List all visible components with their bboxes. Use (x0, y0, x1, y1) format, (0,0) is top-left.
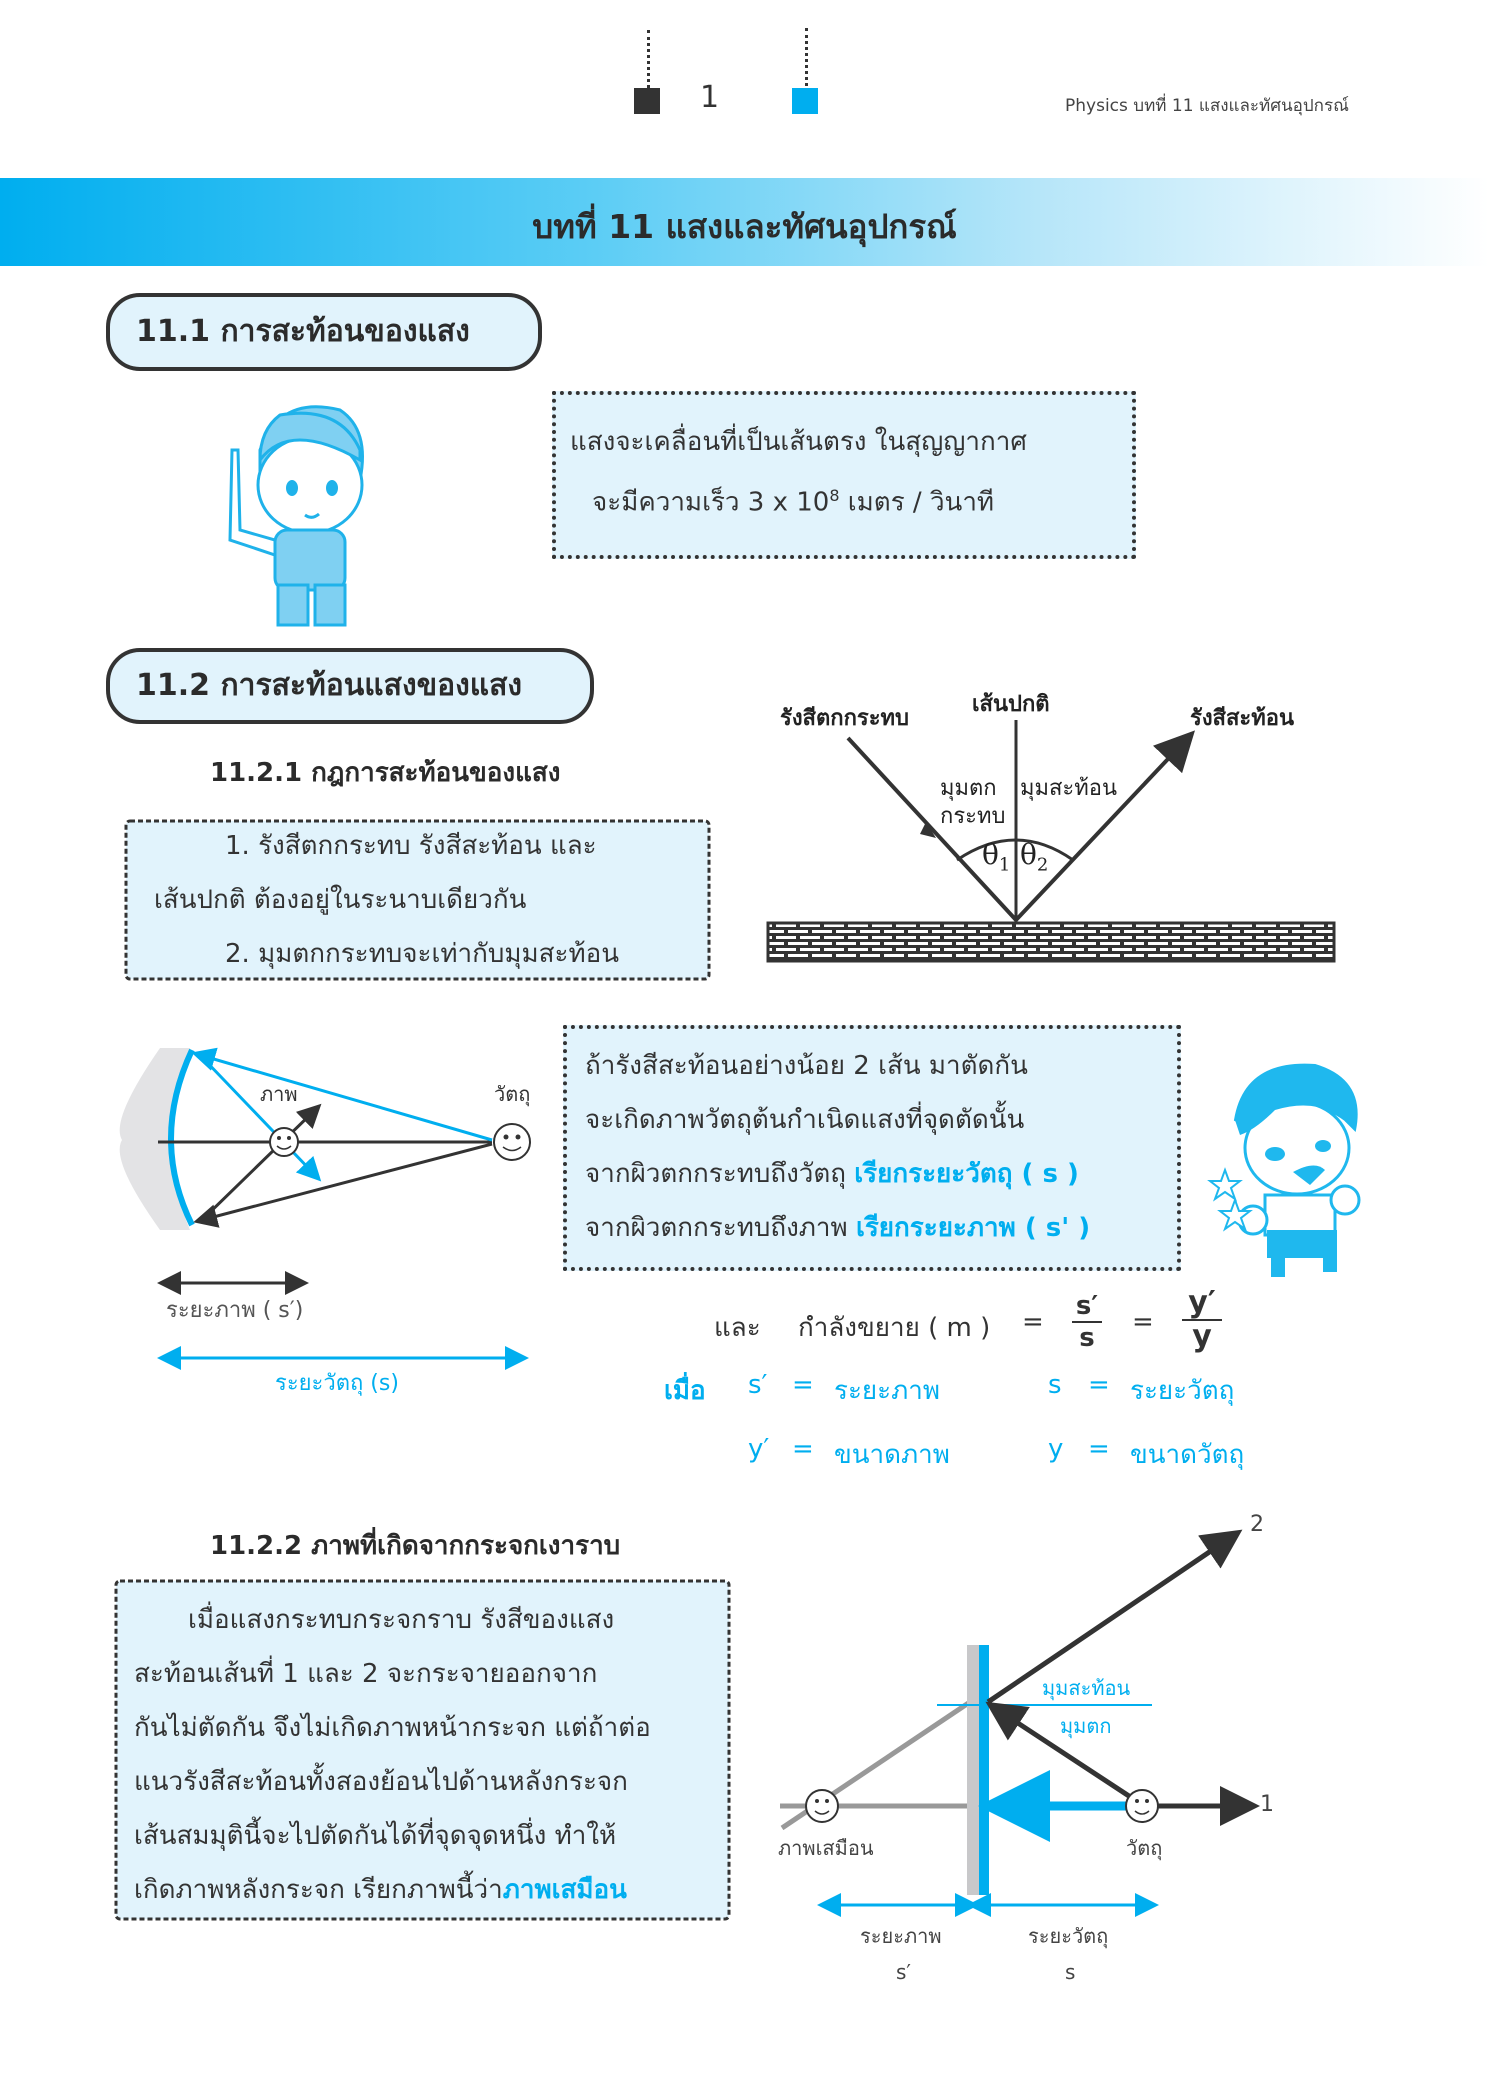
def-meaning-image-distance: ระยะภาพ (834, 1376, 941, 1406)
chapter-banner (0, 178, 1489, 266)
page-number: 1 (700, 80, 720, 115)
incidence-angle-label-1: มุมตก (940, 776, 997, 801)
incidence-angle-label-3: มุมตก (1060, 1714, 1112, 1738)
def-eq-3: = (792, 1434, 814, 1464)
image-distance-label: ระยะภาพ ( s′) (166, 1298, 304, 1323)
rule-line-3: 2. มุมตกกระทบจะเท่ากับมุมสะท้อน (225, 939, 619, 969)
plane-image-distance-label: ระยะภาพ (860, 1924, 942, 1948)
object-distance-label: ระยะวัตถุ (s) (275, 1371, 399, 1396)
section-heading-11-1-text: 11.1 การสะท้อนของแสง (136, 314, 470, 349)
def-meaning-object-distance: ระยะวัตถุ (1130, 1376, 1235, 1406)
header-dots-right (805, 28, 808, 86)
note-line-2: จะเกิดภาพวัตถุต้นกำเนิดแสงที่จุดตัดนั้น (585, 1105, 1025, 1135)
normal-label: เส้นปกติ (972, 692, 1050, 717)
image-distance-term: เรียกระยะภาพ ( s' ) (855, 1213, 1091, 1243)
concave-image-label: ภาพ (260, 1082, 298, 1106)
note-line-4: จากผิวตกกระทบถึงภาพ เรียกระยะภาพ ( s' ) (585, 1213, 1091, 1243)
def-eq-2: = (1088, 1370, 1110, 1400)
magnification-formula (700, 1285, 1260, 1355)
incident-ray-label: รังสีตกกระทบ (780, 706, 910, 731)
def-sym-s: s (1048, 1370, 1062, 1400)
section-heading-11-2-text: 11.2 การสะท้อนแสงของแสง (136, 668, 523, 703)
virtual-image-term: ภาพเสมือน (502, 1875, 627, 1905)
rule-line-2: เส้นปกติ ต้องอยู่ในระนาบเดียวกัน (154, 885, 527, 915)
header-square-dark (634, 88, 660, 114)
section-heading-11-2 (106, 648, 594, 724)
chapter-title: บทที่ 11 แสงและทัศนอุปกรณ์ (532, 207, 957, 246)
reflection-laws-box (120, 815, 715, 985)
def-sym-y: y (1048, 1434, 1064, 1464)
reflection-angle-label-2: มุมสะท้อน (1042, 1676, 1131, 1700)
theta-1: $\theta_1$ (982, 838, 1011, 876)
theta-2: $\theta_2$ (1020, 838, 1049, 876)
subsection-heading-11-2-1: 11.2.1 กฎการสะท้อนของแสง (210, 758, 561, 788)
running-head: Physics บทที่ 11 แสงและทัศนอุปกรณ์ (1065, 96, 1349, 116)
note-line-1: ถ้ารังสีสะท้อนอย่างน้อย 2 เส้น มาตัดกัน (585, 1051, 1028, 1081)
virtual-line-4: แนวรังสีสะท้อนทั้งสองย้อนไปด้านหลังกระจก (134, 1767, 628, 1797)
def-meaning-image-size: ขนาดภาพ (834, 1440, 950, 1470)
plane-object-distance-label: ระยะวัตถุ (1028, 1924, 1109, 1948)
light-speed-note (552, 391, 1136, 559)
reflected-ray-label: รังสีสะท้อน (1190, 706, 1294, 731)
ray-2-label: 2 (1250, 1512, 1264, 1537)
rule-line-1: 1. รังสีตกกระทบ รังสีสะท้อน และ (225, 831, 597, 861)
image-formation-note (563, 1025, 1181, 1271)
object-label: วัตถุ (1126, 1836, 1163, 1860)
virtual-image-label: ภาพเสมือน (778, 1836, 874, 1860)
concave-object-label: วัตถุ (494, 1082, 531, 1106)
object-distance-term: เรียกระยะวัตถุ ( s ) (854, 1159, 1079, 1189)
def-meaning-object-size: ขนาดวัตถุ (1130, 1440, 1245, 1470)
definitions (660, 1370, 1280, 1490)
concave-mirror-figure (110, 1020, 560, 1400)
ray-1-label: 1 (1260, 1792, 1274, 1817)
equals-2: = (1132, 1307, 1154, 1337)
virtual-line-5: เส้นสมมุตินี้จะไปตัดกันได้ที่จุดจุดหนึ่ง ทำให้ (134, 1821, 617, 1851)
fraction-y: y′ y (1182, 1287, 1222, 1353)
def-eq-4: = (1088, 1434, 1110, 1464)
exponent: 8 (829, 486, 840, 505)
virtual-line-2: สะท้อนเส้นที่ 1 และ 2 จะกระจายออกจาก (134, 1659, 598, 1689)
def-eq-1: = (792, 1370, 814, 1400)
light-speed-line2: จะมีความเร็ว 3 x $10^8$ เมตร / วินาที (592, 486, 995, 518)
concave-mirror-diagram (110, 1020, 560, 1400)
virtual-line-3: กันไม่ตัดกัน จึงไม่เกิดภาพหน้ากระจก แต่ถ้าต่อ (134, 1713, 651, 1743)
mascot-pointing-boy (220, 390, 380, 630)
mascot-angry-boy (1205, 1050, 1385, 1280)
header-dots-left (647, 30, 650, 88)
section-heading-11-1 (106, 293, 542, 371)
virtual-image-box (110, 1575, 735, 1925)
reflection-law-diagram (750, 670, 1350, 970)
plane-object-distance-symbol: s (1065, 1960, 1076, 1984)
equals-1: = (1022, 1307, 1044, 1337)
note-line-3: จากผิวตกกระทบถึงวัตถุ เรียกระยะวัตถุ ( s ) (585, 1159, 1079, 1189)
incidence-angle-label-2: กระทบ (940, 804, 1006, 829)
reflection-angle-label: มุมสะท้อน (1020, 776, 1118, 801)
fraction-s: s′ s (1072, 1291, 1102, 1353)
where-word: เมื่อ (664, 1376, 706, 1406)
and-word: และ (714, 1313, 761, 1343)
plane-mirror-diagram (760, 1500, 1420, 2000)
def-sym-s-prime: s′ (748, 1370, 768, 1400)
subsection-heading-11-2-2: 11.2.2 ภาพที่เกิดจากกระจกเงาราบ (210, 1531, 621, 1561)
plane-image-distance-symbol: s′ (896, 1960, 911, 1984)
virtual-line-1: เมื่อแสงกระทบกระจกราบ รังสีของแสง (188, 1605, 615, 1635)
magnification-label: กำลังขยาย ( m ) (798, 1313, 991, 1343)
virtual-line-6: เกิดภาพหลังกระจก เรียกภาพนี้ว่าภาพเสมือน (134, 1875, 627, 1905)
def-sym-y-prime: y′ (748, 1434, 770, 1464)
header-square-blue (792, 88, 818, 114)
light-speed-line1: แสงจะเคลื่อนที่เป็นเส้นตรง ในสุญญากาศ (570, 427, 1027, 457)
